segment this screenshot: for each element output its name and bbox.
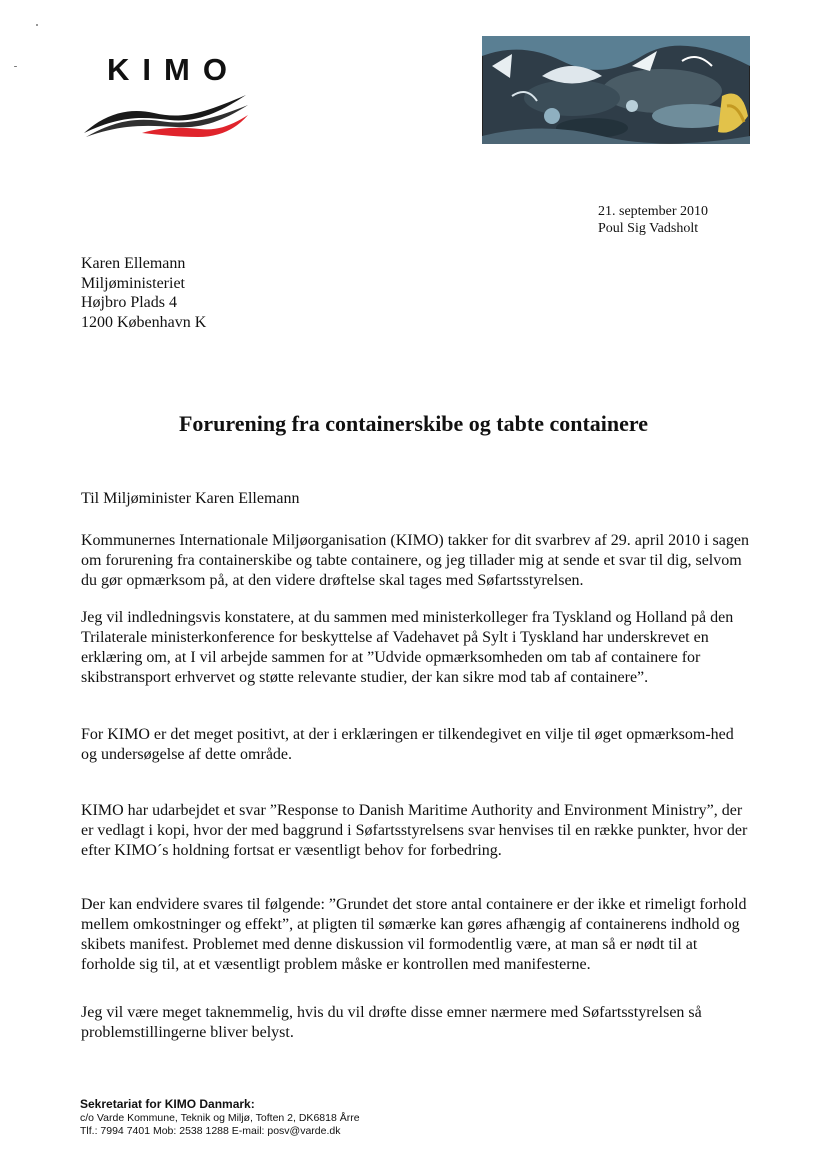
recipient-name: Karen Ellemann bbox=[81, 255, 186, 272]
scan-speck bbox=[36, 24, 38, 26]
letter-author: Poul Sig Vadsholt bbox=[598, 221, 699, 236]
body-paragraph bbox=[81, 531, 753, 591]
body-paragraph bbox=[81, 1003, 753, 1043]
recipient-address bbox=[81, 254, 206, 332]
kimo-logo-text: KIMO bbox=[107, 52, 240, 87]
footer bbox=[80, 1097, 360, 1138]
letter-title: Forurening fra containerskibe og tabte containere bbox=[178, 411, 649, 436]
letter-greeting: Til Miljøminister Karen Ellemann bbox=[81, 490, 300, 507]
paragraph-text: KIMO har udarbejdet et svar ”Response to Danish Maritime Authority and Environment Ministry”, der er vedlagt i kopi, hvor der med baggrund i Søfartsstyrelsens svar henvises til en række punkter, hvor der efter KIMO´s holdning fortsat er væsentligt behov for forbedring. bbox=[81, 802, 748, 859]
paragraph-text: Jeg vil indledningsvis konstatere, at du sammen med ministerkolleger fra Tyskland og Holland på den Trilaterale ministerkonference for beskyttelse af Vadehavet på Sylt i Tyskland har underskrevet en erklæring om, at I vil arbejde sammen for at ”Udvide opmærksomheden om tab af containere for skibstransport erhvervet og støtte relevante studier, der kan sikre mod tab af containere”. bbox=[81, 609, 734, 686]
footer-heading: Sekretariat for KIMO Danmark: bbox=[80, 1097, 255, 1111]
recipient-street: Højbro Plads 4 bbox=[81, 294, 177, 311]
letter-date: 21. september 2010 bbox=[598, 204, 709, 219]
decorative-artwork-icon bbox=[482, 36, 750, 144]
footer-contact: Tlf.: 7994 7401 Mob: 2538 1288 E-mail: posv@varde.dk bbox=[80, 1125, 341, 1137]
paragraph-text: Der kan endvidere svares til følgende: ”Grundet det store antal containere er der ikke et rimeligt forhold mellem omkostninger og effekt”, at pligten til sømærke kan gøres afhængig af containerens indhold og skibets manifest. Problemet med denne diskussion vil formodentlig være, at man så er nødt til at forholde sig til, at et væsentligt problem måske er kontrollen med manifesterne. bbox=[81, 896, 747, 973]
body-paragraph bbox=[81, 608, 753, 688]
body-paragraph bbox=[81, 725, 753, 765]
paragraph-text: Kommunernes Internationale Miljøorganisation (KIMO) takker for dit svarbrev af 29. april 2010 i sagen om forurening fra containerskibe og tabte containere, og jeg tillader mig at sende et svar til dig, selvom du gør opmærksom på, at den videre drøftelse skal tages med Søfartsstyrelsen. bbox=[81, 532, 749, 589]
date-block bbox=[598, 203, 708, 237]
kimo-wave-logo-icon bbox=[82, 93, 250, 139]
recipient-org: Miljøministeriet bbox=[81, 274, 185, 292]
paragraph-text: For KIMO er det meget positivt, at der i erklæringen er tilkendegivet en vilje til øget opmærksom-hed og undersøgelse af dette område. bbox=[81, 726, 734, 763]
footer-address: c/o Varde Kommune, Teknik og Miljø, Toften 2, DK6818 Årre bbox=[80, 1112, 360, 1124]
body-paragraph bbox=[81, 895, 753, 975]
paragraph-text: Jeg vil være meget taknemmelig, hvis du vil drøfte disse emner nærmere med Søfartsstyrelsen så problemstillingerne bliver belyst. bbox=[81, 1004, 702, 1041]
scan-speck bbox=[14, 66, 17, 67]
recipient-city: 1200 København K bbox=[81, 313, 207, 331]
body-paragraph bbox=[81, 801, 753, 861]
